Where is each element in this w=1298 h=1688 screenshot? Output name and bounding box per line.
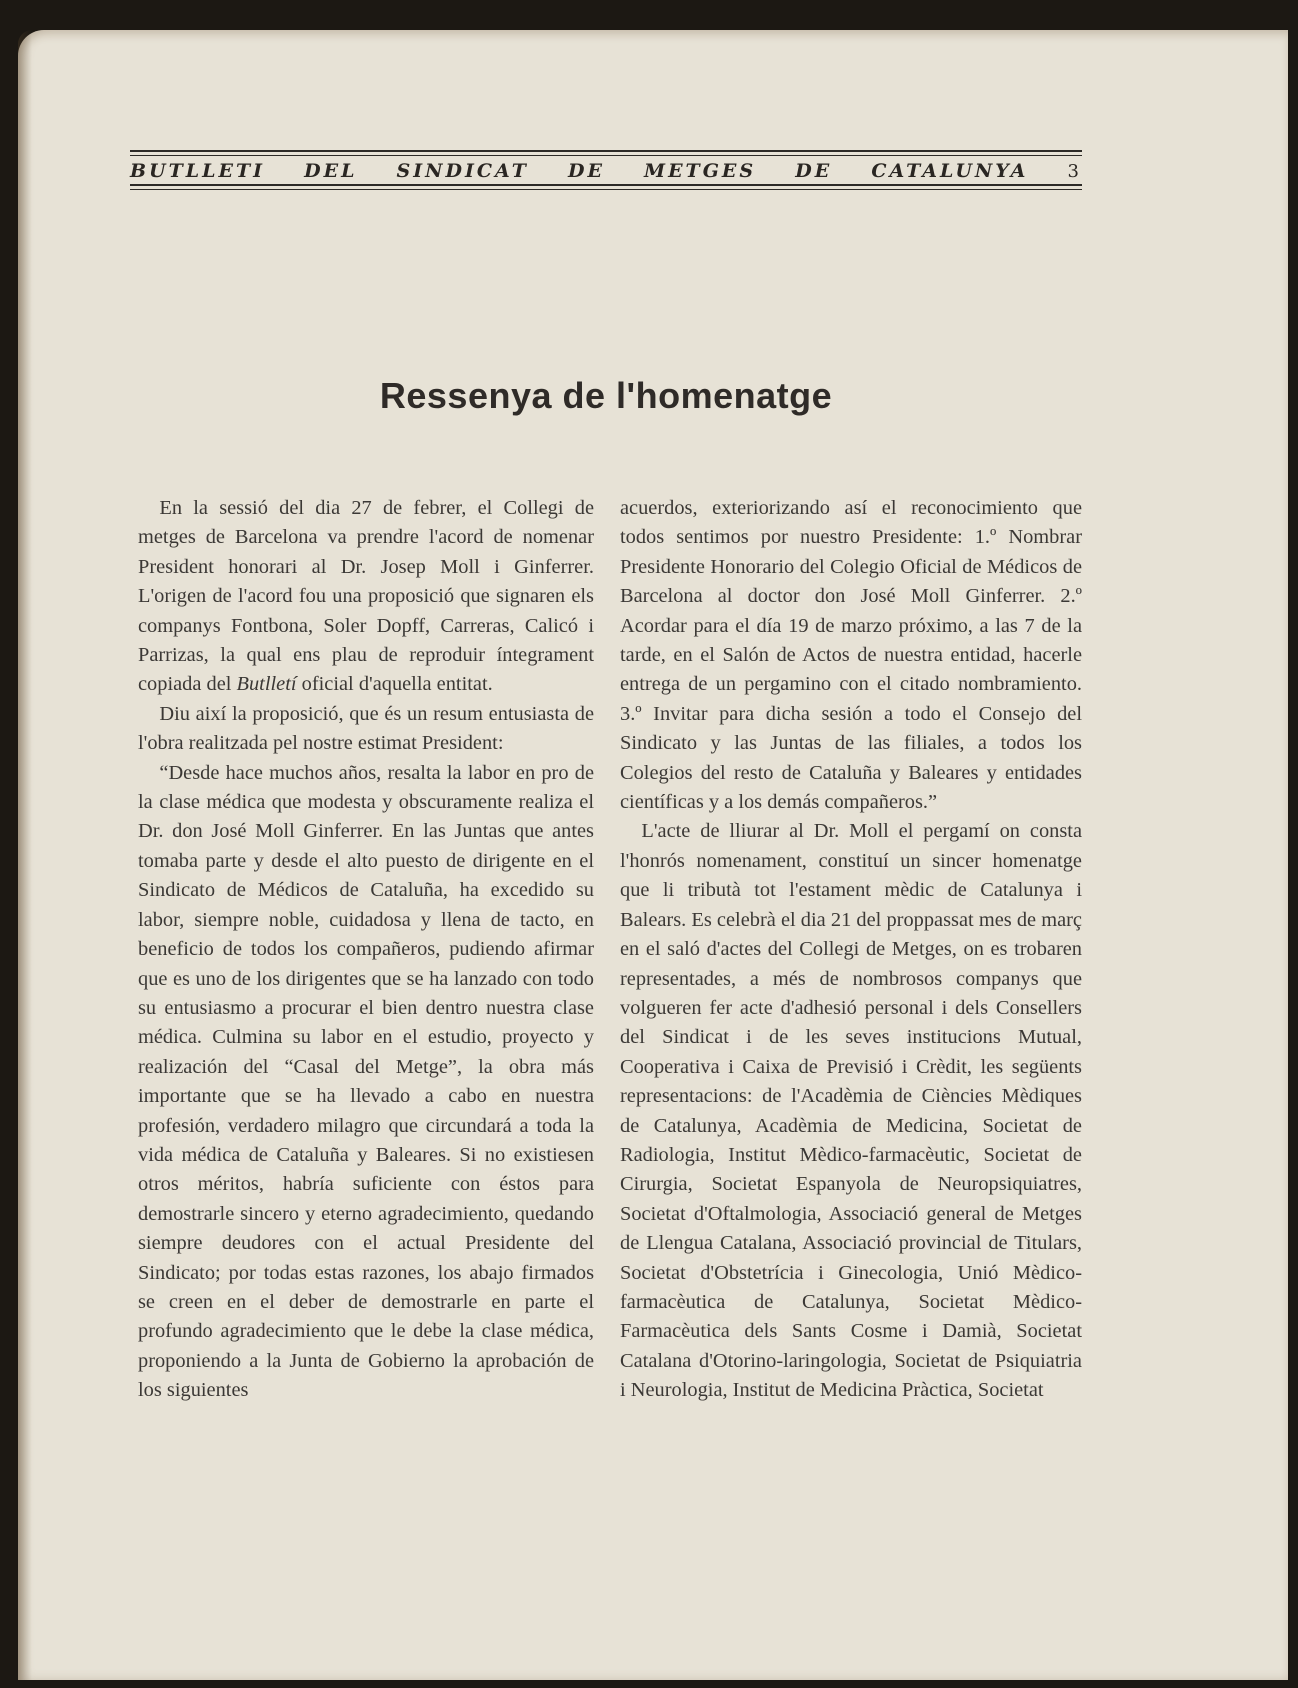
italic-title: Butlletí [236,673,297,696]
header-rule-top [130,150,1082,152]
left-column [138,494,594,1406]
header-word: BUTLLETI [130,160,265,182]
running-header [130,150,1082,190]
paragraph-text: En la sessió del dia 27 de febrer, el Collegi de metges de Barcelona va prendre l'acord de nomenar President honorari al Dr. Josep Moll i Ginferrer. L'origen de l'acord fou una proposició que signaren els companys Fontbona, Soler Dopff, Carreras, Calicó i Parrizas, la qual ens plau de reproduir íntegrament copiada del [138,497,594,696]
paragraph-text: oficial d'aquella entitat. [296,673,493,696]
spine-shadow [18,30,32,1680]
page-number: 3 [1067,161,1082,182]
header-word: DE [795,160,833,182]
header-word: DE [567,160,605,182]
header-word: CATALUNYA [871,160,1029,182]
header-rule-bottom-thin [130,189,1082,190]
article-title: Ressenya de l'homenatge [379,375,833,416]
header-word: SINDICAT [396,160,529,182]
header-rule-bottom [130,184,1082,186]
header-line [130,156,1082,184]
paragraph [138,494,594,700]
header-word: METGES [644,160,757,182]
paragraph: Diu així la proposició, que és un resum entusiasta de l'obra realitzada pel nostre estimat President: [138,702,594,755]
paragraph: L'acte de lliurar al Dr. Moll el pergamí on consta l'honrós nomenament, constituí un sincer homenatge que li tributà tot l'estament mèdic de Catalunya i Balears. Es celebrà el dia 21 del proppassat mes de març en el saló d'actes del Collegi de Metges, on es trobaren representades, a més de nombrosos companys que volgueren fer acte d'adhesió personal i dels Consellers del Sindicat i de les seves institucions Mutual, Cooperativa i Caixa de Previsió i Crèdit, les següents representacions: de l'Acadèmia de Ciències Mèdiques de Catalunya, Acadèmia de Medicina, Societat de Radiologia, Institut Mèdico-farmacèutic, Societat de Cirurgia, Societat Espanyola de Neuropsiquiatres, Societat d'Oftalmologia, Associació general de Metges de Llengua Catalana, Associació provincial de Titulars, Societat d'Obstetrícia i Ginecologia, Unió Mèdico-farmacèutica de Catalunya, Societat Mèdico-Farmacèutica dels Sants Cosme i Damià, Societat Catalana d'Otorino-laringologia, Societat de Psiquiatria i Neurologia, Institut de Medicina Pràctica, Societat [620,820,1082,1402]
right-column [620,494,1082,1406]
quoted-proposal: “Desde hace muchos años, resalta la labor en pro de la clase médica que modesta y obscuramente realiza el Dr. don José Moll Ginferrer. En las Juntas que antes tomaba parte y desde el alto puesto de dirigente en el Sindicato de Médicos de Cataluña, ha excedido su labor, siempre noble, cuidadosa y llena de tacto, en beneficio de todos los compañeros, pudiendo afirmar que es uno de los dirigentes que se ha lanzado con todo su entusiasmo a procurar el bien dentro nuestra clase médica. Culmina su labor en el estudio, proyecto y realización del “Casal del Metge”, la obra más importante que se ha llevado a cabo en nuestra profesión, verdadero milagro que circundará a toda la vida médica de Cataluña y Baleares. Si no existiesen otros méritos, habría suficiente con éstos para demostrarle sincero y eterno agradecimiento, quedando siempre deudores con el actual Presidente del Sindicato; por todas estas razones, los abajo firmados se creen en el deber de demostrarle en parte el profundo agradecimiento que le debe la clase médica, proponiendo a la Junta de Gobierno la aprobación de los siguientes [138,761,594,1402]
quoted-proposal-continued: acuerdos, exteriorizando así el reconocimiento que todos sentimos por nuestro Presidente: 1.º Nombrar Presidente Honorario del Colegio Oficial de Médicos de Barcelona al doctor don José Moll Ginferrer. 2.º Acordar para el día 19 de marzo próximo, a las 7 de la tarde, en el Salón de Actos de nuestra entidad, hacerle entrega de un pergamino con el citado nombramiento. 3.º Invitar para dicha sesión a todo el Consejo del Sindicato y las Juntas de las filiales, a todos los Colegios del resto de Cataluña y Baleares y entidades científicas y a los demás compañeros.” [620,497,1082,814]
header-word: DEL [304,160,358,182]
